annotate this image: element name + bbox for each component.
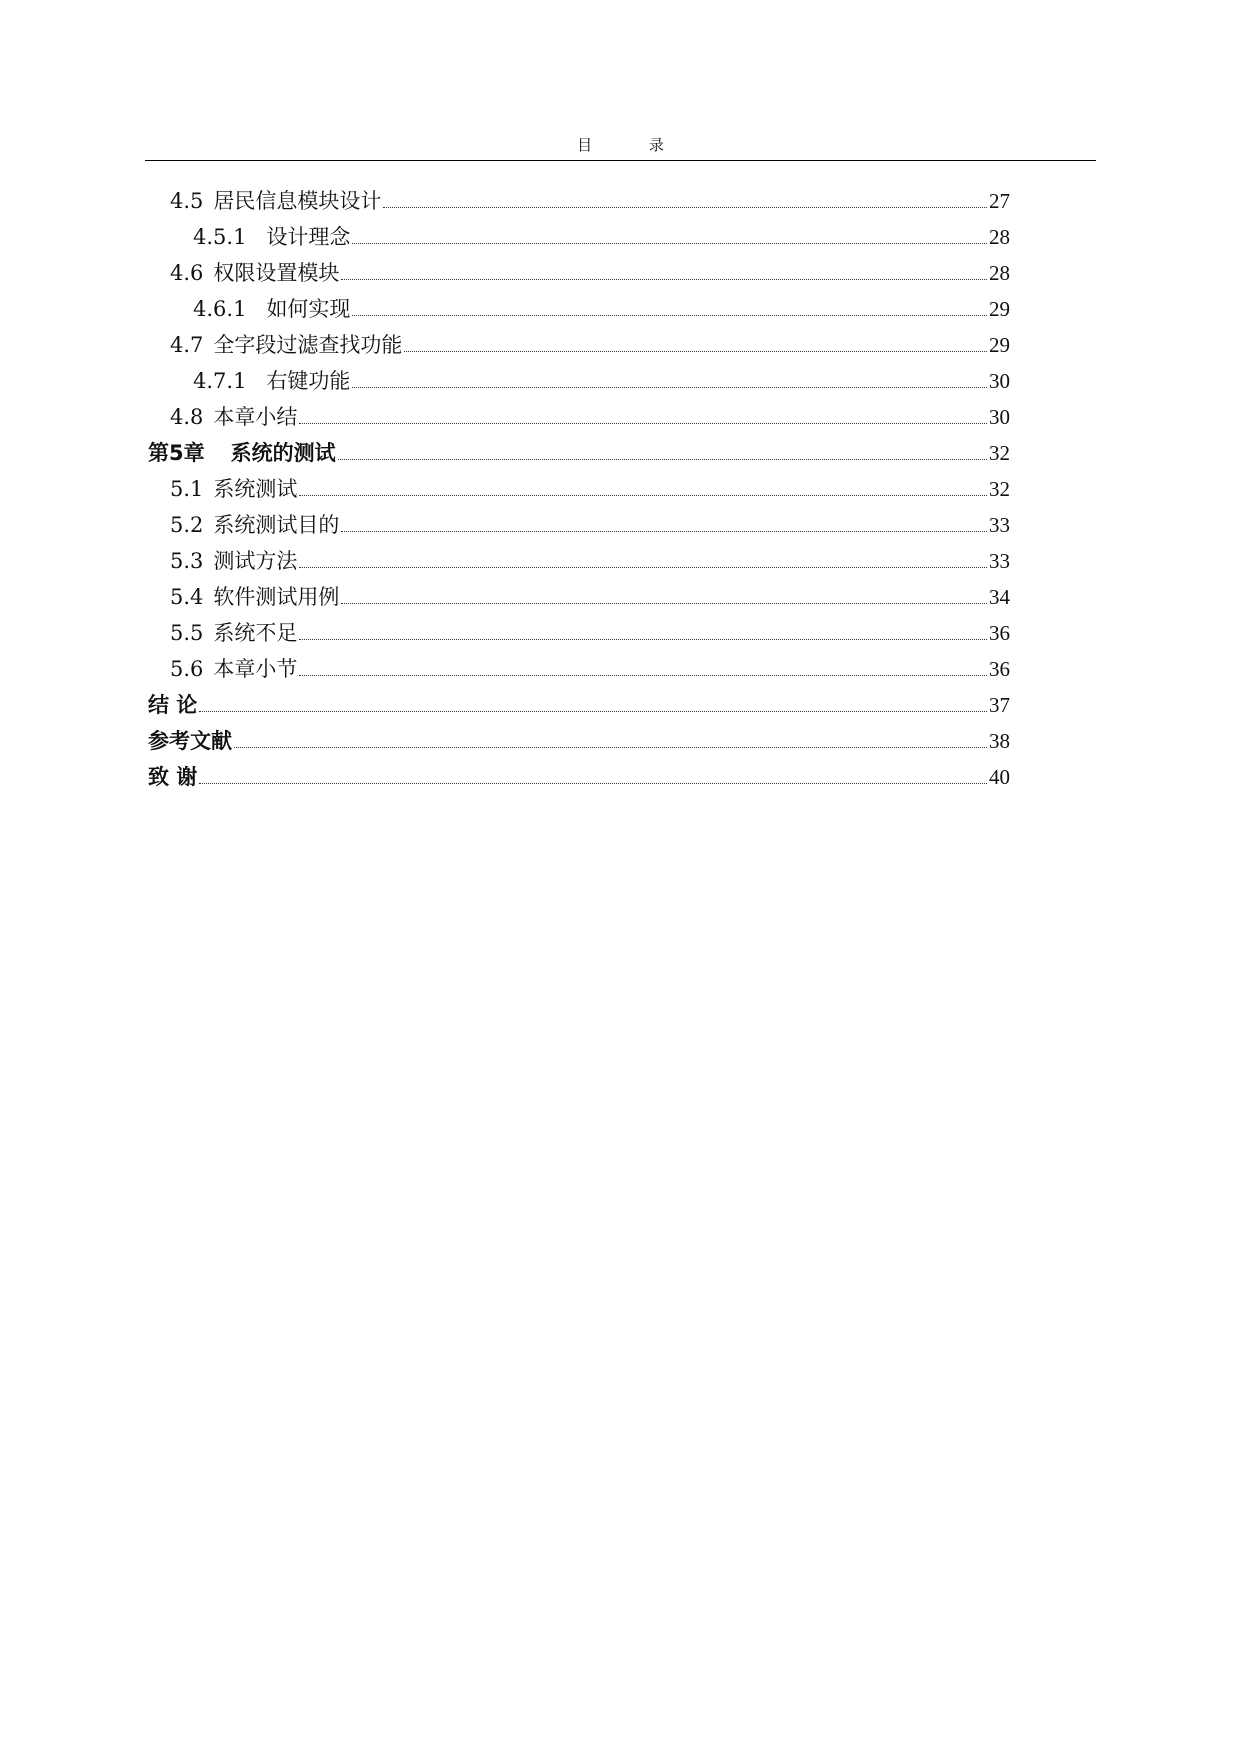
toc-chapter-entry[interactable] xyxy=(148,682,1010,718)
toc-leader-dots xyxy=(352,387,987,388)
toc-entry-title: 系统不足 xyxy=(213,621,298,645)
toc-entry-number: 4.6 xyxy=(170,261,204,285)
toc-entry[interactable] xyxy=(148,286,1010,322)
toc-entry-page: 29 xyxy=(989,297,1010,321)
toc-entry-number: 4.8 xyxy=(170,405,204,429)
toc-leader-dots xyxy=(341,531,987,532)
toc-leader-dots xyxy=(299,675,987,676)
toc-entry-title: 如何实现 xyxy=(266,297,351,321)
toc-entry[interactable] xyxy=(148,502,1010,538)
toc-entry-page: 37 xyxy=(989,693,1010,717)
toc-entry-number: 4.5 xyxy=(170,189,204,213)
toc-entry-title: 系统测试目的 xyxy=(213,513,340,537)
toc-entry[interactable] xyxy=(148,250,1010,286)
toc-leader-dots xyxy=(352,315,987,316)
toc-entry[interactable] xyxy=(148,538,1010,574)
toc-entry-page: 36 xyxy=(989,621,1010,645)
toc-entry-title: 居民信息模块设计 xyxy=(213,189,382,213)
toc-entry-page: 27 xyxy=(989,189,1010,213)
toc-entry-title: 本章小结 xyxy=(213,405,298,429)
toc-entry-page: 34 xyxy=(989,585,1010,609)
toc-entry-title: 致 谢 xyxy=(148,765,198,789)
toc-entry-title: 设计理念 xyxy=(266,225,351,249)
toc-entry-page: 30 xyxy=(989,369,1010,393)
toc-entry-number: 4.5.1 xyxy=(193,225,247,249)
toc-leader-dots xyxy=(199,783,987,784)
toc-entry-title: 结 论 xyxy=(148,693,198,717)
toc-chapter-entry[interactable] xyxy=(148,718,1010,754)
toc-entry-title: 权限设置模块 xyxy=(213,261,340,285)
toc-entry[interactable] xyxy=(148,466,1010,502)
toc-entry-title: 系统测试 xyxy=(213,477,298,501)
toc-entry-title: 软件测试用例 xyxy=(213,585,340,609)
toc-leader-dots xyxy=(338,459,987,460)
toc-entry-page: 32 xyxy=(989,441,1010,465)
toc-entry[interactable] xyxy=(148,394,1010,430)
toc-leader-dots xyxy=(341,279,987,280)
toc-entry-page: 32 xyxy=(989,477,1010,501)
toc-entry-page: 28 xyxy=(989,261,1010,285)
toc-entry-number: 5.3 xyxy=(170,549,204,573)
toc-entry-page: 28 xyxy=(989,225,1010,249)
toc-leader-dots xyxy=(234,747,987,748)
toc-entry-page: 36 xyxy=(989,657,1010,681)
toc-entry[interactable] xyxy=(148,178,1010,214)
toc-entry-number: 5.6 xyxy=(170,657,204,681)
toc-entry-title: 测试方法 xyxy=(213,549,298,573)
page-header xyxy=(145,136,1096,161)
toc-entry[interactable] xyxy=(148,646,1010,682)
toc-entry-title: 参考文献 xyxy=(148,729,232,753)
toc-entry-page: 33 xyxy=(989,549,1010,573)
toc-entry-number: 4.6.1 xyxy=(193,297,247,321)
toc-entry-title: 右键功能 xyxy=(266,369,351,393)
toc-leader-dots xyxy=(352,243,987,244)
toc-entry-number: 4.7 xyxy=(170,333,204,357)
toc-entry-title: 本章小节 xyxy=(213,657,298,681)
toc-entry-number: 5.2 xyxy=(170,513,204,537)
header-title: 目 录 xyxy=(577,136,690,154)
toc-entry-title: 全字段过滤查找功能 xyxy=(213,333,403,357)
toc-leader-dots xyxy=(404,351,987,352)
toc-entry-number: 5.1 xyxy=(170,477,204,501)
toc-entry-page: 38 xyxy=(989,729,1010,753)
toc-entry-number: 5.5 xyxy=(170,621,204,645)
toc-entry-title: 系统的测试 xyxy=(230,441,336,465)
toc-leader-dots xyxy=(341,603,987,604)
toc-entry-number: 4.7.1 xyxy=(193,369,247,393)
toc-entry[interactable] xyxy=(148,610,1010,646)
toc-entry[interactable] xyxy=(148,358,1010,394)
toc-chapter-entry[interactable] xyxy=(148,754,1010,790)
toc-chapter-entry[interactable] xyxy=(148,430,1010,466)
toc-entry-page: 29 xyxy=(989,333,1010,357)
toc-entry[interactable] xyxy=(148,322,1010,358)
toc-entry-number: 第5章 xyxy=(148,441,205,465)
toc-leader-dots xyxy=(299,639,987,640)
toc-entry-number: 5.4 xyxy=(170,585,204,609)
toc-leader-dots xyxy=(383,207,987,208)
toc-leader-dots xyxy=(299,495,987,496)
toc-entry-page: 30 xyxy=(989,405,1010,429)
toc-entry[interactable] xyxy=(148,214,1010,250)
toc-leader-dots xyxy=(199,711,987,712)
toc-leader-dots xyxy=(299,423,987,424)
toc-entry-page: 40 xyxy=(989,765,1010,789)
toc-entry-page: 33 xyxy=(989,513,1010,537)
toc-entry[interactable] xyxy=(148,574,1010,610)
table-of-contents xyxy=(148,178,1010,790)
toc-leader-dots xyxy=(299,567,987,568)
